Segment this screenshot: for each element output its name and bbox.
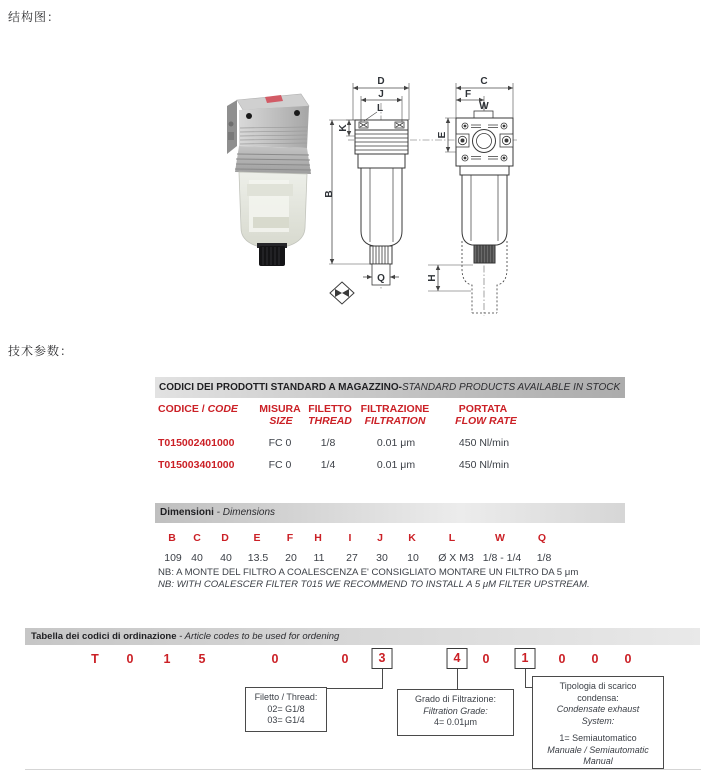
exhaust-legend-option: Manuale / Semiautomatic (547, 744, 649, 755)
note-english: NB: WITH COALESCER FILTER T015 WE RECOMMEND TO INSTALL A 5 μM FILTER UPSTREAM. (158, 579, 590, 590)
connector-exhaust-vertical (525, 669, 526, 688)
dim-label-B: B (324, 190, 335, 198)
stock-title-english: STANDARD PRODUCTS AVAILABLE IN STOCK (401, 382, 621, 393)
dim-val-L: Ø X M3 (438, 552, 474, 564)
connector-thread-horizontal (325, 688, 382, 689)
flow-value: 450 Nl/min (458, 459, 510, 471)
structure-section-label: 结构图： (8, 10, 61, 24)
filtration-legend-title: Grado di Filtrazione: (414, 694, 497, 704)
flow-value: 450 Nl/min (458, 437, 510, 449)
col-subheader-flow-rate: FLOW RATE (455, 415, 517, 427)
dim-col-Q: Q (537, 532, 547, 544)
stock-title-italian: CODICI DEI PRODOTTI STANDARD A MAGAZZINO- (159, 382, 402, 393)
dimensions-title-italian: Dimensioni (160, 507, 214, 518)
dim-label-Q: Q (377, 273, 385, 284)
dim-col-L: L (448, 532, 456, 544)
col-header-filtrazione: FILTRAZIONE (360, 403, 430, 415)
dim-col-E: E (253, 532, 261, 544)
photo-screw (246, 113, 252, 119)
col-subheader-thread: THREAD (308, 415, 352, 427)
dim-val-I: 27 (346, 552, 358, 564)
exhaust-legend-option: 1= Semiautomatico (559, 733, 637, 743)
col-header-portata: PORTATA (458, 403, 508, 415)
product-code: T015003401000 (158, 459, 235, 471)
thread-value: 1/8 (320, 437, 336, 449)
exhaust-legend-option: Manual (583, 756, 613, 766)
photo-bowl (239, 172, 307, 249)
col-header-misura: MISURA (259, 403, 301, 415)
ordering-title-english: - Article codes to be used for ordening (176, 631, 340, 642)
col-subheader-size: SIZE (269, 415, 293, 427)
product-code: T015002401000 (158, 437, 235, 449)
connector-thread-vertical (382, 669, 383, 689)
dim-val-W: 1/8 - 1/4 (482, 552, 522, 564)
dim-col-I: I (348, 532, 352, 544)
ordering-title-bar (25, 628, 700, 645)
thread-value: 1/4 (320, 459, 336, 471)
col-header-code: CODICE / CODE (158, 403, 238, 415)
dimensions-title-bar (155, 503, 625, 523)
dim-col-H: H (314, 532, 322, 544)
exhaust-legend-title-en: System: (581, 715, 615, 726)
order-code-char: 0 (624, 652, 632, 666)
size-value: FC 0 (268, 437, 292, 449)
bottom-divider (25, 769, 701, 770)
order-code-char: 0 (271, 652, 279, 666)
dim-label-J: J (378, 89, 384, 100)
dim-label-W: W (479, 101, 489, 112)
photo-screw (294, 110, 300, 116)
connector-filtration-vertical (457, 669, 458, 690)
product-photo (213, 80, 325, 272)
ordering-title-italian: Tabella dei codici di ordinazione (31, 631, 177, 642)
dim-val-F: 20 (285, 552, 297, 564)
filtration-value: 0.01 μm (376, 459, 416, 471)
stock-table-title-bar (155, 377, 625, 398)
dim-col-F: F (286, 532, 294, 544)
dim-label-D: D (377, 76, 385, 87)
dim-val-B: 109 (164, 552, 182, 564)
technical-drawing (320, 73, 610, 323)
order-code-char: 0 (591, 652, 599, 666)
exhaust-legend-title: Tipologia di scarico (559, 681, 637, 691)
dim-col-B: B (168, 532, 176, 544)
dim-val-Q: 1/8 (536, 552, 552, 564)
order-code-char: 0 (482, 652, 490, 666)
params-section-label: 技术参数： (8, 344, 74, 358)
order-code-char: 0 (126, 652, 134, 666)
order-code-char: 0 (341, 652, 349, 666)
size-value: FC 0 (268, 459, 292, 471)
filtration-legend-option: 4= 0.01μm (434, 717, 477, 727)
dim-label-H: H (427, 274, 438, 282)
dim-val-D: 40 (220, 552, 232, 564)
exhaust-legend-title: condensa: (577, 692, 619, 703)
dim-col-K: K (408, 532, 416, 544)
photo-head (227, 94, 309, 154)
filtration-legend-box (397, 689, 514, 736)
dim-label-K: K (338, 124, 349, 132)
filter-symbol (330, 282, 354, 304)
col-subheader-filtration: FILTRATION (364, 415, 426, 427)
dim-col-D: D (221, 532, 229, 544)
dim-label-C: C (480, 76, 488, 87)
drawing-side-view (355, 103, 408, 289)
photo-collar (235, 146, 311, 174)
photo-drain-knob (257, 243, 287, 266)
order-code-char-boxed: 4 (447, 648, 468, 669)
dim-val-K: 10 (407, 552, 419, 564)
thread-legend-box (245, 687, 327, 732)
dimensions-title-english: - Dimensions (213, 507, 276, 518)
order-code-char: 5 (198, 652, 206, 666)
order-code-char: T (91, 652, 99, 666)
dim-label-F: F (464, 89, 472, 100)
exhaust-legend-box (532, 676, 664, 769)
dim-label-E: E (437, 131, 448, 139)
dim-label-L: L (376, 103, 384, 114)
thread-legend-title: Filetto / Thread: (254, 692, 318, 702)
dim-col-J: J (377, 532, 383, 544)
filtration-legend-title-en: Filtration Grade: (423, 705, 488, 716)
dim-val-J: 30 (376, 552, 388, 564)
dim-val-C: 40 (191, 552, 203, 564)
note-italian: NB: A MONTE DEL FILTRO A COALESCENZA E' CONSIGLIATO MONTARE UN FILTRO DA 5 μm (158, 567, 579, 578)
order-code-char: 1 (163, 652, 171, 666)
col-header-filetto: FILETTO (308, 403, 352, 415)
exhaust-legend-title-en: Condensate exhaust (556, 704, 640, 714)
thread-legend-option: 02= G1/8 (267, 703, 305, 714)
dim-val-H: 11 (313, 552, 325, 564)
thread-legend-option: 03= G1/4 (267, 715, 305, 725)
order-code-char-boxed: 3 (372, 648, 393, 669)
order-code-char-boxed: 1 (515, 648, 536, 669)
dim-val-E: 13.5 (247, 552, 269, 564)
dim-col-C: C (193, 532, 201, 544)
dim-col-W: W (495, 532, 505, 544)
drawing-front-view (410, 103, 517, 316)
order-code-char: 0 (558, 652, 566, 666)
filtration-value: 0.01 μm (376, 437, 416, 449)
